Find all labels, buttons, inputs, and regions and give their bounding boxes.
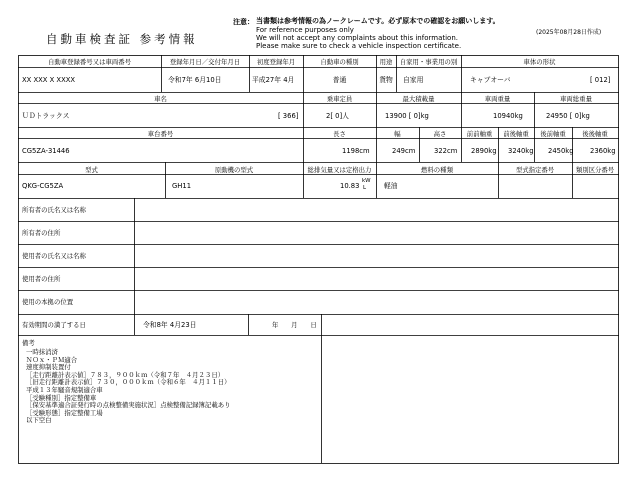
body-shape: キャブオーバ [470,76,511,84]
displacement: 10.83 [340,182,360,190]
label-expiry: 有効期間の満了する日 [22,321,86,329]
label-fr-axle: 前後軸重 [503,130,529,138]
weight: 10940kg [493,112,523,120]
remarks-list [26,349,231,425]
fr-axle: 3240kg [508,147,534,155]
reg-date: 令和7年 6月10日 [168,76,222,84]
created-date: (2025年08月28日作成) [536,29,602,36]
model: QKG-CG5ZA [22,182,64,190]
label-make: 車名 [154,95,167,103]
capacity: 2[ 0]人 [326,112,349,120]
displacement-unit-kw: kW [362,178,371,184]
gross-weight: 24950 [ 0]kg [546,112,590,120]
label-height: 高さ [433,130,447,138]
make-code: [ 366] [278,112,299,120]
label-weight: 車両重量 [484,95,511,103]
remarks-line: ＮＯｘ・ＰＭ適合 [26,355,78,364]
label-base-location: 使用の本拠の位置 [22,298,74,306]
label-owner-address: 所有者の住所 [22,229,61,237]
remarks-line: 以下空白 [26,416,52,425]
label-gross-weight: 車両総重量 [560,95,592,103]
label-category-number: 類別区分番号 [575,166,615,174]
remarks-line: 平成１３年騒音規制適合車 [26,385,103,394]
label-displacement: 総排気量又は定格出力 [307,166,372,174]
label-engine: 原動機の型式 [214,166,254,174]
rf-axle: 2450kg [548,147,574,155]
remarks-line: ［旧走行距離計表示値］７３０，０００ｋｍ（令和６年 ４月１１日） [26,378,231,387]
label-model: 型式 [85,166,98,174]
note-label: 注意： [233,18,254,26]
label-use: 用途 [379,58,393,66]
note-line-2: For reference purposes only [256,26,354,34]
width: 249cm [392,147,416,155]
page-title: 自動車検査証 参考情報 [46,32,198,46]
label-chassis: 車台番号 [147,130,174,138]
length: 1198cm [342,147,370,155]
label-body-shape: 車体の形状 [523,58,556,66]
remarks-line: ［受験形態］指定整備工場 [26,408,103,417]
vehicle-type: 普通 [332,76,347,84]
engine-model: GH11 [172,182,192,190]
label-vehicle-type: 自動車の種別 [320,58,359,66]
label-capacity: 乗車定員 [326,95,353,103]
label-rf-axle: 後前軸重 [540,130,566,138]
label-first-reg: 初度登録年月 [256,58,296,66]
fuel-type: 軽油 [384,182,398,190]
height: 322cm [434,147,458,155]
label-fuel: 燃料の種類 [421,166,453,174]
make: ＵＤトラックス [22,112,70,120]
use: 貨物 [379,76,393,84]
remarks-line: ［保安基準適合証発行時の点検整備実施状況］点検整備記録簿記載あり [26,401,231,410]
label-remarks: 備考 [22,339,35,347]
remarks-line: 速度抑制装置付 [26,363,71,372]
note-line-1: 当書類は参考情報の為ノークレームです。必ず原本での確認をお願いします。 [256,17,500,25]
note-line-4: Please make sure to check a vehicle inspection certificate. [256,42,462,50]
label-user-address: 使用者の住所 [22,275,61,283]
remarks-line: 一時抹消済 [26,348,58,356]
ff-axle: 2890kg [471,147,497,155]
label-ff-axle: 前前軸重 [466,130,493,138]
label-reg-number: 自動車登録番号又は車両番号 [47,58,132,66]
label-user-name: 使用者の氏名又は名称 [22,252,86,260]
label-length: 長さ [333,130,346,138]
rr-axle: 2360kg [590,147,616,155]
label-owner-name: 所有者の氏名又は名称 [22,206,86,214]
remarks-line: ［受験種別］指定整備車 [26,393,97,402]
chassis-number: CG5ZA-31446 [22,147,70,155]
note-line-3: We will not accept any complaints about this information. [256,34,458,42]
label-private-business: 自家用・事業用の別 [399,58,458,66]
body-code: [ 012] [590,76,611,84]
label-width: 幅 [394,130,401,138]
max-load: 13900 [ 0]kg [385,112,429,120]
remarks-line: ［走行距離計表示値］７８３，９００ｋｍ（令和７年 ４月２３日） [26,370,225,379]
expiry-blank-date: 年 月 日 [272,321,317,329]
label-reg-date: 登録年月日／交付年月日 [169,58,241,66]
label-model-designation: 型式指定番号 [515,166,555,174]
label-rr-axle: 後後軸重 [582,130,608,138]
private-business: 自家用 [403,76,424,84]
displacement-unit-l: L [363,185,367,191]
reg-number: XX XXX X XXXX [22,76,76,84]
first-reg: 平成27年 4月 [252,76,295,84]
label-max-load: 最大積載量 [402,95,435,103]
expiry-date: 令和8年 4月23日 [143,321,197,329]
